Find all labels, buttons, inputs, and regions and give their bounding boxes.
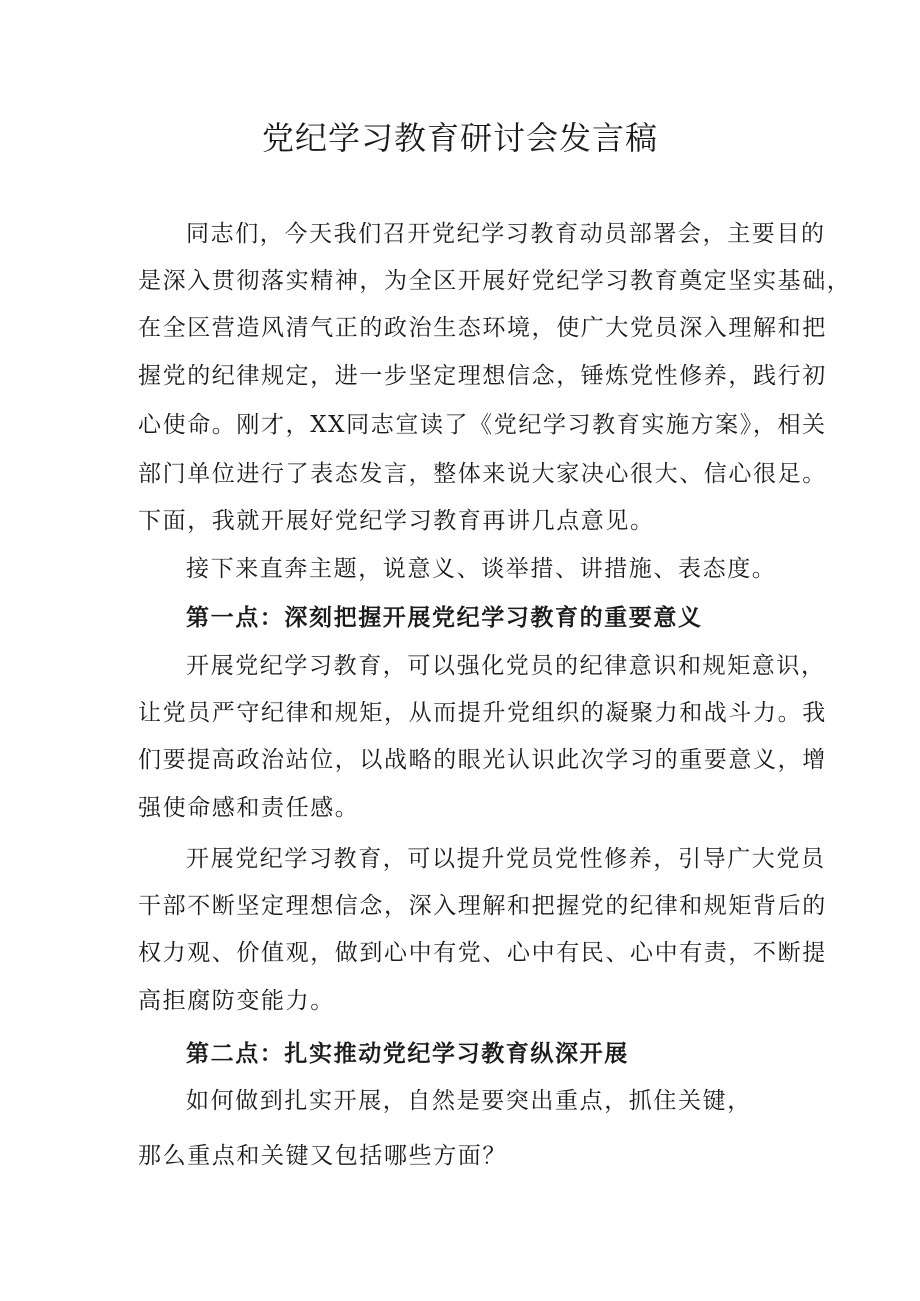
- paragraph-line: 开展党纪学习教育，可以提升党员党性修养，引导广大党员: [186, 846, 826, 872]
- paragraph-line: 们要提高政治站位，以战略的眼光认识此次学习的重要意义，增: [138, 747, 827, 773]
- paragraph-line: 是深入贯彻落实精神，为全区开展好党纪学习教育奠定坚实基础，: [138, 268, 852, 294]
- paragraph-line: 下面，我就开展好党纪学习教育再讲几点意见。: [138, 508, 655, 534]
- paragraph-line: 同志们，今天我们召开党纪学习教育动员部署会，主要目的: [186, 221, 826, 247]
- paragraph-line: 高拒腐防变能力。: [138, 988, 335, 1014]
- paragraph-line: 在全区营造风清气正的政治生态环境，使广大党员深入理解和把: [138, 315, 827, 341]
- paragraph-line: 心使命。刚才，XX同志宣读了《党纪学习教育实施方案》，相关: [138, 412, 827, 438]
- paragraph-line: 开展党纪学习教育，可以强化党员的纪律意识和规矩意识，: [186, 653, 826, 679]
- paragraph-line: 那么重点和关键又包括哪些方面？: [138, 1143, 507, 1169]
- page-title: 党纪学习教育研讨会发言稿: [261, 119, 658, 157]
- paragraph-line: 如何做到扎实开展，自然是要突出重点，抓住关键，: [186, 1088, 752, 1114]
- paragraph-line: 接下来直奔主题，说意义、谈举措、讲措施、表态度。: [186, 556, 777, 582]
- section-heading: 第一点：深刻把握开展党纪学习教育的重要意义: [186, 604, 703, 631]
- section-heading: 第二点：扎实推动党纪学习教育纵深开展: [186, 1040, 629, 1067]
- paragraph-line: 权力观、价值观，做到心中有党、心中有民、心中有责，不断提: [138, 940, 827, 966]
- paragraph-line: 强使命感和责任感。: [138, 795, 360, 821]
- paragraph-line: 让党员严守纪律和规矩，从而提升党组织的凝聚力和战斗力。我: [138, 700, 827, 726]
- paragraph-line: 部门单位进行了表态发言，整体来说大家决心很大、信心很足。: [138, 461, 827, 487]
- paragraph-line: 握党的纪律规定，进一步坚定理想信念，锤炼党性修养，践行初: [138, 363, 827, 389]
- paragraph-line: 干部不断坚定理想信念，深入理解和把握党的纪律和规矩背后的: [138, 893, 827, 919]
